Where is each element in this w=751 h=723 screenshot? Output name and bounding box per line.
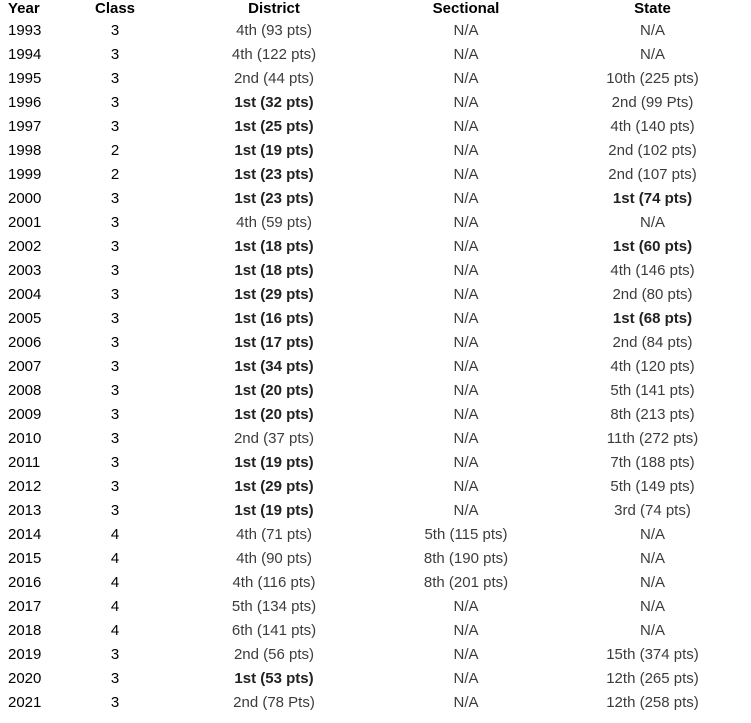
cell-year: 2001 bbox=[8, 214, 42, 231]
cell-class: 3 bbox=[110, 334, 120, 351]
cell-class: 4 bbox=[110, 574, 120, 591]
cell-district: 4th (59 pts) bbox=[236, 214, 312, 231]
cell-class: 3 bbox=[110, 118, 120, 135]
cell-district: 1st (23 pts) bbox=[234, 166, 314, 183]
cell-state: 11th (272 pts) bbox=[606, 430, 699, 447]
cell-state: 4th (140 pts) bbox=[610, 118, 695, 135]
cell-district: 4th (122 pts) bbox=[231, 46, 317, 63]
cell-class: 4 bbox=[110, 550, 120, 567]
table-row bbox=[0, 283, 751, 307]
cell-class: 4 bbox=[110, 622, 120, 639]
cell-year: 2005 bbox=[8, 310, 42, 327]
cell-class: 3 bbox=[110, 214, 120, 231]
cell-year: 2010 bbox=[8, 430, 42, 447]
cell-year: 2012 bbox=[8, 478, 42, 495]
table-row bbox=[0, 91, 751, 115]
header-year: Year bbox=[8, 0, 40, 17]
table-row bbox=[0, 235, 751, 259]
table-row bbox=[0, 403, 751, 427]
table-row bbox=[0, 475, 751, 499]
cell-year: 2016 bbox=[8, 574, 42, 591]
cell-district: 1st (23 pts) bbox=[234, 190, 314, 207]
cell-district: 2nd (37 pts) bbox=[233, 430, 315, 447]
cell-class: 3 bbox=[110, 478, 120, 495]
cell-state: N/A bbox=[639, 22, 665, 39]
cell-sectional: N/A bbox=[453, 166, 479, 183]
cell-class: 3 bbox=[110, 406, 120, 423]
cell-sectional: N/A bbox=[453, 622, 479, 639]
cell-class: 3 bbox=[110, 694, 120, 711]
cell-year: 2017 bbox=[8, 598, 42, 615]
table-row bbox=[0, 619, 751, 643]
cell-sectional: N/A bbox=[453, 118, 479, 135]
cell-year: 2003 bbox=[8, 262, 42, 279]
cell-state: 4th (146 pts) bbox=[610, 262, 695, 279]
cell-state: 1st (74 pts) bbox=[612, 190, 693, 207]
cell-district: 4th (71 pts) bbox=[236, 526, 312, 543]
cell-state: 2nd (80 pts) bbox=[612, 286, 693, 303]
cell-sectional: N/A bbox=[453, 238, 479, 255]
cell-sectional: 5th (115 pts) bbox=[424, 526, 508, 543]
cell-district: 6th (141 pts) bbox=[231, 622, 317, 639]
cell-class: 3 bbox=[110, 358, 120, 375]
cell-sectional: N/A bbox=[453, 70, 479, 87]
table-row bbox=[0, 547, 751, 571]
cell-sectional: N/A bbox=[453, 46, 479, 63]
cell-year: 2002 bbox=[8, 238, 42, 255]
cell-district: 4th (116 pts) bbox=[232, 574, 316, 591]
cell-district: 2nd (78 Pts) bbox=[233, 694, 315, 711]
cell-year: 2021 bbox=[8, 694, 42, 711]
cell-sectional: N/A bbox=[453, 190, 479, 207]
cell-district: 2nd (56 pts) bbox=[233, 646, 315, 663]
table-row bbox=[0, 67, 751, 91]
cell-class: 3 bbox=[110, 286, 120, 303]
cell-sectional: N/A bbox=[453, 94, 479, 111]
cell-district: 1st (19 pts) bbox=[234, 142, 314, 159]
cell-sectional: N/A bbox=[453, 142, 479, 159]
table-row bbox=[0, 139, 751, 163]
header-sectional: Sectional bbox=[432, 0, 500, 17]
cell-sectional: N/A bbox=[453, 214, 479, 231]
cell-sectional: N/A bbox=[453, 454, 479, 471]
cell-year: 2018 bbox=[8, 622, 42, 639]
cell-district: 1st (18 pts) bbox=[234, 262, 314, 279]
cell-state: 5th (141 pts) bbox=[610, 382, 695, 399]
cell-year: 1995 bbox=[8, 70, 42, 87]
header-class: Class bbox=[94, 0, 136, 17]
table-header bbox=[0, 0, 751, 19]
cell-year: 1993 bbox=[8, 22, 42, 39]
cell-class: 3 bbox=[110, 70, 120, 87]
cell-state: 12th (265 pts) bbox=[606, 670, 699, 687]
cell-year: 1998 bbox=[8, 142, 42, 159]
cell-state: 1st (68 pts) bbox=[612, 310, 693, 327]
table-row bbox=[0, 19, 751, 43]
cell-sectional: N/A bbox=[453, 262, 479, 279]
table-row bbox=[0, 43, 751, 67]
table-row bbox=[0, 115, 751, 139]
cell-sectional: N/A bbox=[453, 694, 479, 711]
cell-year: 2006 bbox=[8, 334, 42, 351]
table-row bbox=[0, 667, 751, 691]
cell-year: 1996 bbox=[8, 94, 42, 111]
cell-class: 3 bbox=[110, 454, 120, 471]
cell-year: 2019 bbox=[8, 646, 42, 663]
table-row bbox=[0, 523, 751, 547]
cell-district: 1st (19 pts) bbox=[234, 502, 314, 519]
cell-year: 2020 bbox=[8, 670, 42, 687]
table-row bbox=[0, 595, 751, 619]
cell-class: 3 bbox=[110, 94, 120, 111]
cell-state: N/A bbox=[639, 46, 665, 63]
table-row bbox=[0, 643, 751, 667]
cell-year: 2015 bbox=[8, 550, 42, 567]
cell-year: 1997 bbox=[8, 118, 42, 135]
cell-state: 2nd (107 pts) bbox=[608, 166, 697, 183]
cell-district: 2nd (44 pts) bbox=[233, 70, 315, 87]
cell-state: 12th (258 pts) bbox=[606, 694, 699, 711]
cell-district: 1st (16 pts) bbox=[234, 310, 314, 327]
cell-state: 2nd (84 pts) bbox=[612, 334, 693, 351]
table-row bbox=[0, 499, 751, 523]
cell-class: 3 bbox=[110, 382, 120, 399]
cell-sectional: N/A bbox=[453, 310, 479, 327]
cell-class: 3 bbox=[110, 310, 120, 327]
table-row bbox=[0, 187, 751, 211]
cell-class: 3 bbox=[110, 190, 120, 207]
cell-state: N/A bbox=[639, 526, 665, 543]
cell-year: 2008 bbox=[8, 382, 42, 399]
table-row bbox=[0, 379, 751, 403]
cell-year: 2014 bbox=[8, 526, 42, 543]
cell-year: 2009 bbox=[8, 406, 42, 423]
cell-year: 2007 bbox=[8, 358, 42, 375]
cell-state: N/A bbox=[639, 550, 665, 567]
table-row bbox=[0, 571, 751, 595]
cell-class: 4 bbox=[110, 526, 120, 543]
cell-class: 3 bbox=[110, 262, 120, 279]
cell-class: 3 bbox=[110, 646, 120, 663]
cell-district: 1st (34 pts) bbox=[234, 358, 314, 375]
table-row bbox=[0, 163, 751, 187]
cell-sectional: N/A bbox=[453, 358, 479, 375]
cell-district: 1st (18 pts) bbox=[234, 238, 314, 255]
cell-sectional: N/A bbox=[453, 502, 479, 519]
cell-district: 1st (29 pts) bbox=[234, 478, 314, 495]
cell-district: 1st (17 pts) bbox=[234, 334, 314, 351]
cell-year: 1999 bbox=[8, 166, 42, 183]
cell-sectional: 8th (201 pts) bbox=[423, 574, 509, 591]
cell-class: 3 bbox=[110, 238, 120, 255]
cell-state: 8th (213 pts) bbox=[610, 406, 695, 423]
table-row bbox=[0, 691, 751, 715]
cell-district: 1st (53 pts) bbox=[234, 670, 314, 687]
cell-sectional: N/A bbox=[453, 430, 479, 447]
cell-state: 4th (120 pts) bbox=[610, 358, 695, 375]
table-row bbox=[0, 307, 751, 331]
cell-district: 1st (20 pts) bbox=[234, 406, 314, 423]
cell-district: 1st (19 pts) bbox=[234, 454, 314, 471]
table-row bbox=[0, 451, 751, 475]
cell-district: 4th (90 pts) bbox=[236, 550, 312, 567]
table-row bbox=[0, 355, 751, 379]
cell-sectional: N/A bbox=[453, 334, 479, 351]
cell-year: 2000 bbox=[8, 190, 42, 207]
cell-class: 2 bbox=[110, 142, 120, 159]
cell-sectional: N/A bbox=[453, 478, 479, 495]
cell-state: N/A bbox=[639, 598, 665, 615]
cell-sectional: N/A bbox=[453, 598, 479, 615]
table-body bbox=[0, 19, 751, 715]
cell-state: 1st (60 pts) bbox=[612, 238, 693, 255]
header-district: District bbox=[248, 0, 300, 17]
cell-class: 4 bbox=[110, 598, 120, 615]
cell-sectional: N/A bbox=[453, 646, 479, 663]
cell-class: 3 bbox=[110, 502, 120, 519]
header-state: State bbox=[634, 0, 671, 17]
cell-sectional: N/A bbox=[453, 286, 479, 303]
cell-sectional: 8th (190 pts) bbox=[423, 550, 509, 567]
cell-district: 1st (25 pts) bbox=[234, 118, 314, 135]
cell-sectional: N/A bbox=[453, 406, 479, 423]
table-row bbox=[0, 211, 751, 235]
cell-class: 3 bbox=[110, 22, 120, 39]
cell-district: 1st (20 pts) bbox=[234, 382, 314, 399]
cell-state: 3rd (74 pts) bbox=[614, 502, 691, 519]
cell-year: 2004 bbox=[8, 286, 42, 303]
cell-state: 5th (149 pts) bbox=[610, 478, 695, 495]
cell-state: 2nd (99 Pts) bbox=[611, 94, 694, 111]
header-row bbox=[0, 0, 751, 19]
table-row bbox=[0, 259, 751, 283]
cell-sectional: N/A bbox=[453, 670, 479, 687]
cell-district: 4th (93 pts) bbox=[236, 22, 312, 39]
table-row bbox=[0, 427, 751, 451]
cell-district: 1st (32 pts) bbox=[234, 94, 314, 111]
cell-state: 7th (188 pts) bbox=[610, 454, 695, 471]
cell-state: 10th (225 pts) bbox=[606, 70, 699, 87]
cell-state: N/A bbox=[639, 622, 665, 639]
cell-state: N/A bbox=[639, 214, 665, 231]
cell-class: 2 bbox=[110, 166, 120, 183]
cell-year: 1994 bbox=[8, 46, 42, 63]
table-row bbox=[0, 331, 751, 355]
cell-sectional: N/A bbox=[453, 22, 479, 39]
cell-state: N/A bbox=[639, 574, 665, 591]
cell-class: 3 bbox=[110, 46, 120, 63]
cell-year: 2011 bbox=[8, 454, 41, 471]
cell-year: 2013 bbox=[8, 502, 42, 519]
cell-state: 2nd (102 pts) bbox=[608, 142, 697, 159]
cell-class: 3 bbox=[110, 670, 120, 687]
cell-sectional: N/A bbox=[453, 382, 479, 399]
cell-class: 3 bbox=[110, 430, 120, 447]
cell-district: 1st (29 pts) bbox=[234, 286, 314, 303]
cell-state: 15th (374 pts) bbox=[606, 646, 699, 663]
cell-district: 5th (134 pts) bbox=[231, 598, 317, 615]
